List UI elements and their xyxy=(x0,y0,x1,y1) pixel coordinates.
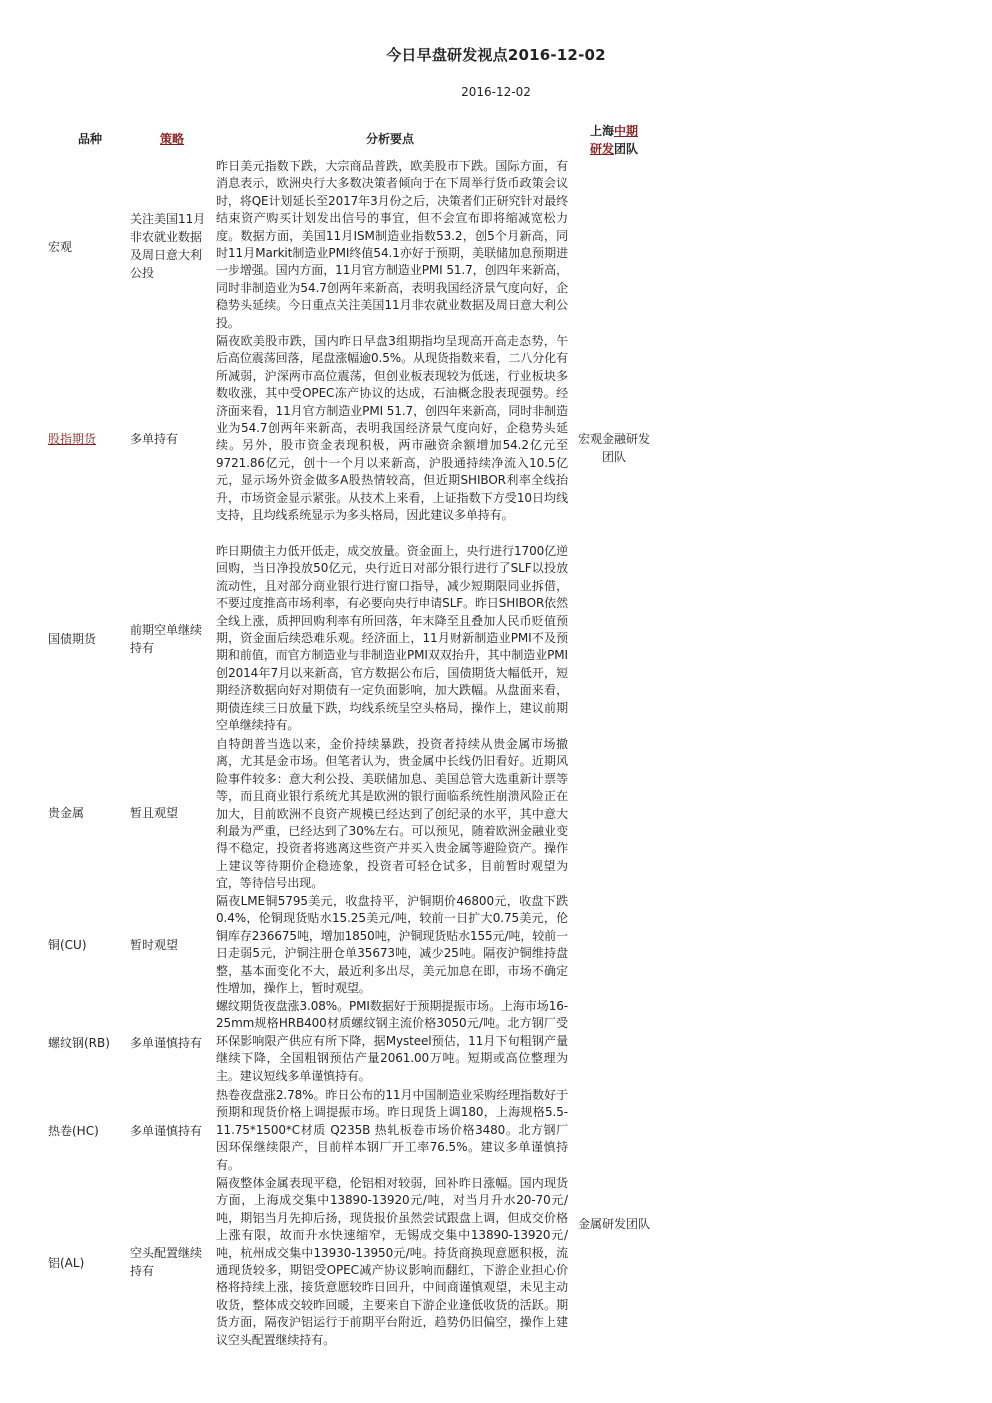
team-header-team: 团队 xyxy=(614,142,639,156)
team-header-link-zhongqi[interactable]: 中期 xyxy=(614,124,639,138)
variety-cell: 宏观 xyxy=(48,240,73,254)
strategy-cell: 空头配置继续持有 xyxy=(130,1246,203,1278)
team-header xyxy=(578,122,650,158)
variety-cell: 国债期货 xyxy=(48,632,97,646)
analysis-cell: 隔夜整体金属表现平稳，伦铝相对较弱，回补昨日涨幅。国内现货方面，上海成交集中13890-13920元/吨，对当月升水20-70元/吨，期铝当月先抑后扬，现货报价虽然尝试跟盘上调，但成交价格上涨有限，故而升水快速缩窄，无锡成交集中13890-13920元/吨，杭州成交集中13930-13950元/吨。持货商换现意愿积极，流通现货较多，期铝受OPEC减产协议影响而翻红，下游企业担心价格将持续上涨，接货意愿较昨日回升，中间商谨慎观望，未见主动收货，整体成交较昨回暖，主要来自下游企业逢低收货的活跃。期货方面，隔夜沪铝运行于前期平台附近，趋势仍旧偏空，操作上建议空头配置继续持有。 xyxy=(216,1176,568,1347)
report-date: 2016-12-02 xyxy=(461,85,531,99)
analysis-cell: 螺纹期货夜盘涨3.08%。PMI数据好于预期提振市场。上海市场16-25mm规格HRB400材质螺纹钢主流价格3050元/吨。北方钢厂受环保影响限产供应有所下降，据Mysteel预估，11月下旬粗钢产量继续下降，全国粗钢预估产量2061.00万吨。短期或高位整理为主。建议短线多单谨慎持有。 xyxy=(216,999,568,1083)
variety-link[interactable]: 股指期货 xyxy=(48,432,97,446)
team-metals: 金属研发团队 xyxy=(578,1217,651,1231)
analysis-cell: 昨日美元指数下跌，大宗商品普跌，欧美股市下跌。国际方面，有消息表示，欧洲央行大多数决策者倾向于在下周举行货币政策会议时，将QE计划延长至2017年3月份之后，决策者们正研究针对最终结束资产购买计划发出信号的事宜，但不会宣布即将缩减宽松力度。数据方面，美国11月ISM制造业指数53.2，创5个月新高，同时11月Markit制造业PMI终值54.1亦好于预期，美联储加息预期进一步增强。国内方面，11月官方制造业PMI 51.7，创四年来新高，同时非制造业为54.7创两年来新高，表明我国经济景气度向好，企稳势头延续。今日重点关注美国11月非农就业数据及周日意大利公投。 xyxy=(216,159,569,330)
variety-link[interactable]: 热卷(HC) xyxy=(48,1124,99,1138)
team-macro-finance: 宏观金融研发团队 xyxy=(578,432,651,464)
team-header-shanghai: 上海 xyxy=(589,124,614,138)
header-variety: 品种 xyxy=(77,132,102,146)
variety-cell: 贵金属 xyxy=(48,806,85,820)
header-analysis: 分析要点 xyxy=(365,132,414,146)
variety-link[interactable]: 铝(AL) xyxy=(48,1256,85,1270)
strategy-cell: 前期空单继续持有 xyxy=(130,623,203,655)
strategy-cell: 关注美国11月非农就业数据及周日意大利公投 xyxy=(130,212,206,280)
analysis-cell: 隔夜LME铜5795美元，收盘持平，沪铜期价46800元，收盘下跌0.4%，伦铜现货贴水15.25美元/吨，较前一日扩大0.75美元，伦铜库存236675吨，增加1850吨，沪铜现货贴水155元/吨，较前一日走弱5元，沪铜注册仓单35673吨，减少25吨。隔夜沪铜维持盘整，基本面变化不大，最近利多出尽，美元加息在即，市场不确定性增加，操作上，暂时观望。 xyxy=(216,894,568,996)
variety-link[interactable]: 螺纹钢(RB) xyxy=(48,1036,110,1050)
strategy-cell: 暂时观望 xyxy=(130,938,179,952)
analysis-cell: 昨日期债主力低开低走，成交放量。资金面上，央行进行1700亿逆回购，当日净投放50亿元，央行近日对部分银行进行了SLF以投放流动性，且对部分商业银行进行窗口指导，减少短期限同业拆借，不要过度推高市场利率，有必要向央行申请SLF。昨日SHIBOR依然全线上涨，质押回购利率有所回落，年末降至且叠加人民币贬值预期，资金面后续恐难乐观。经济面上，11月财新制造业PMI不及预期和前值，而官方制造业与非制造业PMI双双抬升，其中制造业PMI创2014年7月以来新高，官方数据公布后，国债期货大幅低开，短期经济数据向好对期债有一定负面影响，加大跌幅。从盘面来看，期债连续三日放量下跌，均线系统呈空头格局，操作上，建议前期空单继续持有。 xyxy=(216,544,568,733)
analysis-cell: 热卷夜盘涨2.78%。昨日公布的11月中国制造业采购经理指数好于预期和现货价格上调提振市场。昨日现货上调180，上海规格5.5-11.75*1500*C材质 Q235B 热轧板卷市场价格3480。北方钢厂因环保继续限产，目前样本钢厂开工率76.5%。建议多单谨慎持有。 xyxy=(216,1088,568,1172)
analysis-cell: 隔夜欧美股市跌，国内昨日早盘3组期指均呈现高开高走态势，午后高位震荡回落，尾盘涨幅逾0.5%。从现货指数来看，二八分化有所减弱，沪深两市高位震荡，但创业板表现较为低迷，行业板块多数收涨，其中受OPEC冻产协议的达成，石油概念股表现强势。经济面来看，11月官方制造业PMI 51.7，创四年来新高，同时非制造业为54.7创两年来新高，表明我国经济景气度向好，企稳势头延续。另外，股市资金表现积极，两市融资余额增加54.2亿元至9721.86亿元，创十一个月以来新高，沪股通持续净流入10.5亿元，显示场外资金做多A股热情较高，但近期SHIBOR利率全线抬升，市场资金显示紧张。从技术上来看，上证指数下方受10日均线支持，且均线系统显示为多头格局，因此建议多单持有。 xyxy=(216,334,568,523)
strategy-cell: 多单谨慎持有 xyxy=(130,1036,203,1050)
strategy-cell: 多单持有 xyxy=(130,432,179,446)
strategy-cell: 多单谨慎持有 xyxy=(130,1124,203,1138)
variety-link[interactable]: 铜(CU) xyxy=(48,938,87,952)
analysis-cell: 自特朗普当选以来，金价持续暴跌，投资者持续从贵金属市场撤离，尤其是金市场。但笔者认为，贵金属中长线仍旧看好。近期风险事件较多：意大利公投、美联储加息、美国总管大选重新计票等等，而且商业银行系统尤其是欧洲的银行面临系统性崩溃风险正在加大，目前欧洲不良资产规模已经达到了创纪录的水平，其中意大利最为严重，已经达到了30%左右。可以预见，随着欧洲金融业变得不稳定，投资者将逃离这些资产并买入贵金属等避险资产。操作上建议等待期价企稳迹象，投资者可轻仓试多，目前暂时观望为宜，等待信号出现。 xyxy=(216,737,568,891)
header-strategy-link[interactable]: 策略 xyxy=(159,132,184,146)
team-header-link-yanfa[interactable]: 研发 xyxy=(589,142,614,156)
page-title: 今日早盘研发视点2016-12-02 xyxy=(386,46,606,64)
strategy-cell: 暂且观望 xyxy=(130,806,179,820)
